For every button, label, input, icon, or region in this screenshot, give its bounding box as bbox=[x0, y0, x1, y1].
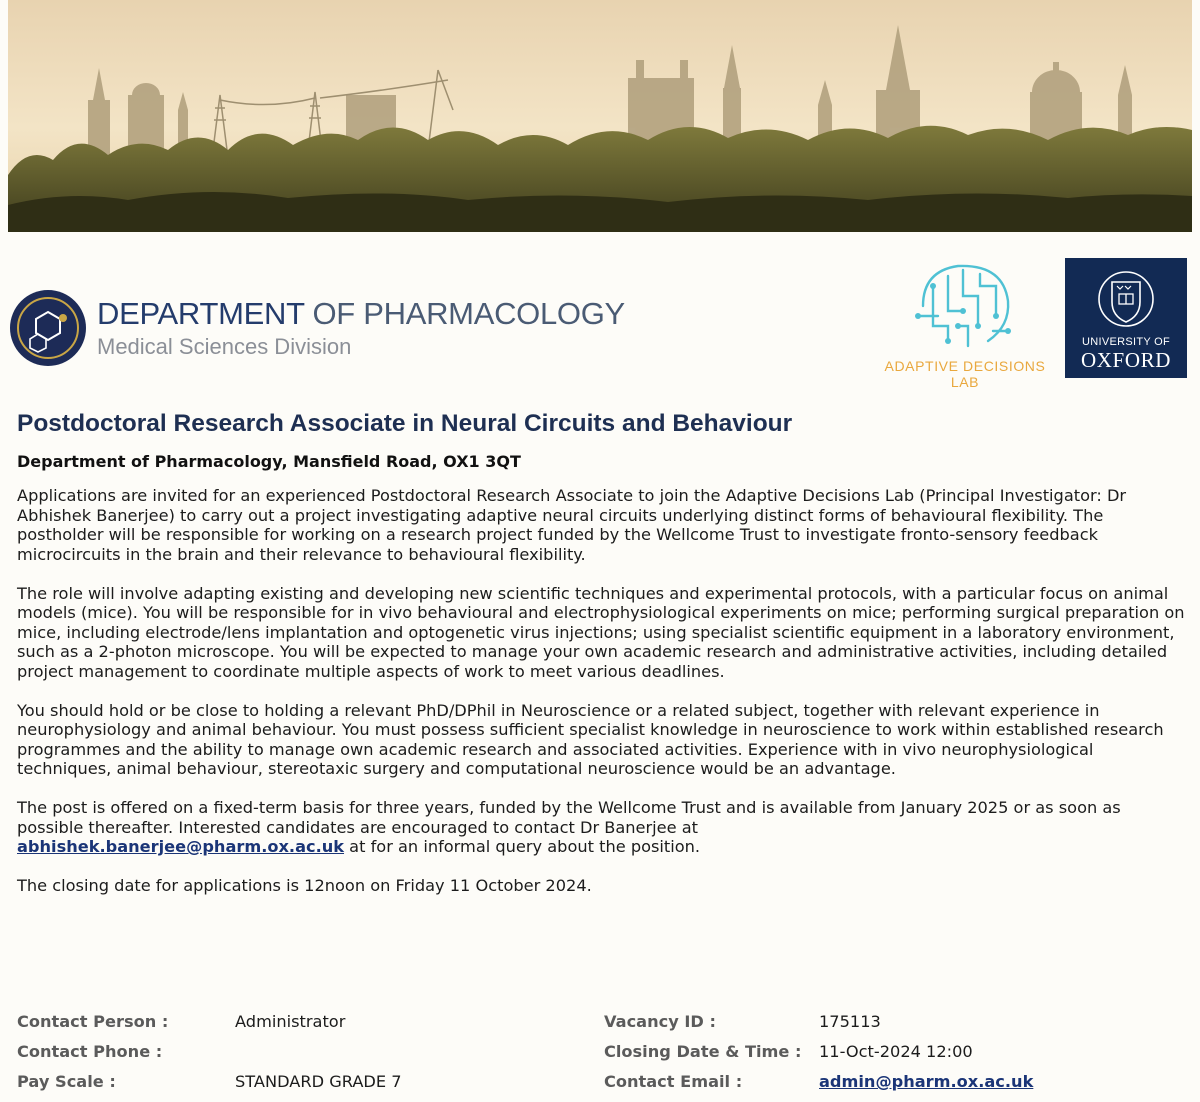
lab-logo bbox=[880, 256, 1050, 388]
lab-logo-text bbox=[880, 358, 1050, 390]
oxford-logo bbox=[1065, 258, 1187, 378]
banner-image bbox=[8, 0, 1192, 232]
description-paragraph-1: Applications are invited for an experienced Postdoctoral Research Associate to join the Adaptive Decisions Lab (Principal Investigator: Dr Abhishek Banerjee) to carry out a project investigating adaptive neural circuits underlying distinct forms of behavioural flexibility. The postholder will be responsible for working on a research project funded by the Wellcome Trust to investigate fronto-sensory feedback microcircuits in the brain and their relevance to behavioural flexibility. bbox=[17, 486, 1127, 564]
university-name: OXFORD bbox=[1081, 348, 1171, 372]
closing-date-value: 11-Oct-2024 12:00 bbox=[819, 1042, 973, 1061]
oxford-crest-icon bbox=[1098, 268, 1154, 330]
division-name: Medical Sciences Division bbox=[97, 334, 352, 359]
vacancy-details bbox=[17, 1012, 1187, 1102]
post-text-end: at for an informal query about the position. bbox=[344, 837, 701, 856]
job-location: Department of Pharmacology, Mansfield Road, OX1 3QT bbox=[17, 452, 521, 471]
vacancy-id-label: Vacancy ID : bbox=[604, 1012, 716, 1031]
pay-scale-label: Pay Scale : bbox=[17, 1072, 116, 1091]
contact-person-label: Contact Person : bbox=[17, 1012, 169, 1031]
contact-email-link[interactable]: admin@pharm.ox.ac.uk bbox=[819, 1072, 1034, 1091]
circuit-brain-icon bbox=[908, 256, 1023, 356]
details-row-1 bbox=[17, 1012, 1187, 1042]
department-name bbox=[97, 296, 625, 332]
lab-logo-line1: ADAPTIVE DECISIONS bbox=[884, 358, 1046, 374]
vacancy-id-value: 175113 bbox=[819, 1012, 881, 1031]
details-row-2 bbox=[17, 1042, 1187, 1072]
description-paragraph-3: You should hold or be close to holding a relevant PhD/DPhil in Neuroscience or a related subject, together with relevant experience in neurophysiology and animal behaviour. You must possess sufficient specialist knowledge in neuroscience to work within established research programmes and the ability to manage own academic research and associated activities. Experience with in vivo neurophysiological techniques, animal behaviour, stereotaxic surgery and computational neuroscience would be an advantage. bbox=[17, 700, 1164, 778]
oxford-skyline-photo bbox=[8, 0, 1192, 232]
post-text: The post is offered on a fixed-term basis for three years, funded by the Wellcome Trust and is available from January 2025 or as soon as possible thereafter. Interested candidates are encouraged to contact Dr Banerjee at bbox=[17, 798, 1121, 837]
contact-person-value: Administrator bbox=[235, 1012, 346, 1031]
department-name-part1: DEPARTMENT bbox=[97, 296, 305, 331]
pay-scale-value: STANDARD GRADE 7 bbox=[235, 1072, 402, 1091]
department-crest-icon bbox=[8, 288, 88, 368]
job-description bbox=[17, 486, 1187, 915]
department-crest bbox=[8, 288, 88, 368]
description-paragraph-2: The role will involve adapting existing and developing new scientific techniques and experimental protocols, with a particular focus on animal models (mice). You will be responsible for in vivo behavioural and electrophysiological experiments on mice; performing surgical preparation on mice, including electrode/lens implantation and optogenetic virus injections; using specialist scientific equipment in a laboratory environment, such as a 2-photon microscope. You will be expected to manage your own academic research and administrative activities, including detailed project management to coordinate multiple aspects of work to meet various deadlines. bbox=[17, 583, 1185, 681]
contact-email-label: Contact Email : bbox=[604, 1072, 743, 1091]
contact-phone-label: Contact Phone : bbox=[17, 1042, 163, 1061]
closing-date-label: Closing Date & Time : bbox=[604, 1042, 802, 1061]
university-line1: UNIVERSITY OF bbox=[1081, 336, 1171, 348]
lab-logo-line2: LAB bbox=[950, 374, 980, 390]
description-paragraph-4 bbox=[17, 798, 1187, 857]
job-title: Postdoctoral Research Associate in Neural Circuits and Behaviour bbox=[17, 410, 793, 437]
closing-sentence: The closing date for applications is 12noon on Friday 11 October 2024. bbox=[17, 876, 592, 895]
pi-email-link[interactable]: abhishek.banerjee@pharm.ox.ac.uk bbox=[17, 837, 345, 856]
details-row-3 bbox=[17, 1072, 1187, 1102]
department-name-part2: OF PHARMACOLOGY bbox=[312, 296, 625, 331]
